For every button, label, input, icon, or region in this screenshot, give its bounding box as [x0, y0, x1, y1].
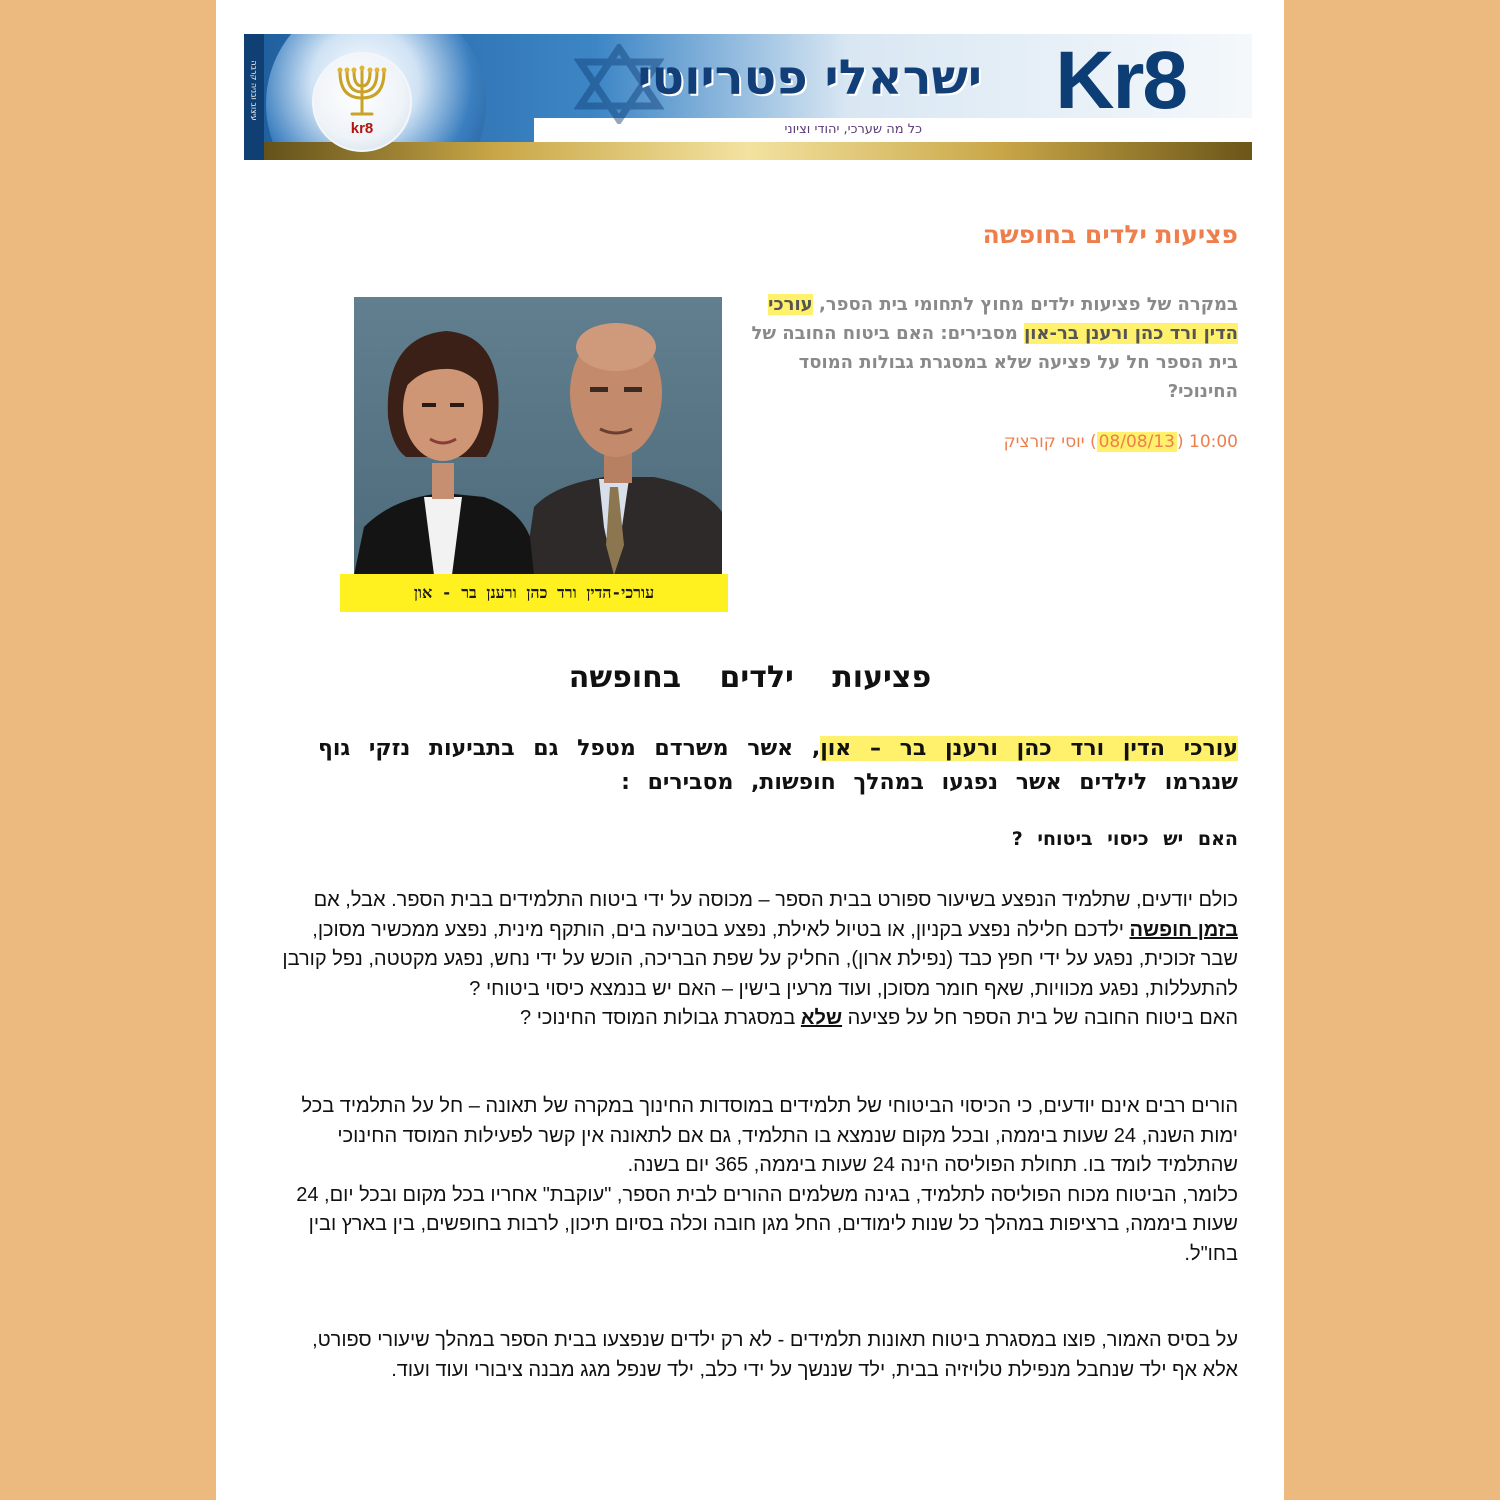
meta-time: 10:00 — [1189, 432, 1238, 452]
logo-text: kr8 — [350, 120, 374, 137]
scanned-page — [216, 0, 1284, 1500]
body-intro — [318, 732, 1238, 800]
paragraph-4 — [278, 1326, 1238, 1385]
photo-illustration — [354, 297, 722, 575]
p1-underline: בזמן חופשה — [1129, 918, 1238, 941]
lead-text-1: במקרה של פציעות ילדים מחוץ לתחומי בית הספר, — [818, 294, 1238, 315]
body-heading: פציעות ילדים בחופשה — [568, 660, 932, 695]
lawyers-photo — [354, 297, 722, 575]
site-title-hebrew: ישראלי פטריוטי — [637, 50, 982, 106]
site-banner[interactable] — [244, 34, 1252, 160]
kr8-logo[interactable] — [312, 52, 412, 152]
article-lead — [738, 290, 1238, 406]
p4-text: על בסיס האמור, פוצו במסגרת ביטוח תאונות תלמידים - לא רק ילדים שנפצעו בבית הספר במהלך שיעורי ספורט, אלא אף ילד שנחבל מנפילת טלויזיה בבית, ילד שננשך על ידי כלב, ילד שנפל מגג מבנה ציבורי ועוד ועוד. — [312, 1329, 1238, 1381]
lead-text-2: מסבירים: האם ביטוח החובה של בית הספר חל על פציעה שלא במסגרת גבולות המוסד החינוכי? — [751, 323, 1238, 402]
banner-gold-band — [244, 142, 1252, 160]
banner-side-strip — [244, 34, 264, 160]
p1-text-c: האם ביטוח החובה של בית הספר חל על פציעה — [847, 1007, 1238, 1029]
intro-text: , אשר משרדם מטפל גם בתביעות נזקי גוף שנגרמו לילדים אשר נפגעו במהלך חופשות, מסבירים : — [318, 736, 1238, 795]
p1-text-a: כולם יודעים, שתלמיד הנפצע בשיעור ספורט בבית הספר – מכוסה על ידי ביטוח התלמידים בבית הספר. אבל, אם — [313, 889, 1238, 911]
lead-highlight: עורכי הדין ורד כהן ורענן בר-און — [768, 294, 1238, 344]
p1-underline-2: שלא — [800, 1007, 843, 1029]
body-question: האם יש כיסוי ביטוחי ? — [1011, 828, 1238, 850]
article-title[interactable]: פציעות ילדים בחופשה — [982, 220, 1238, 249]
meta-date: 08/08/13 — [1098, 432, 1175, 452]
p1-text-b: ילדכם חלילה נפצע בקניון, או בטיול לאילת, נפצע בטביעה בים, הותקף מינית, נפצע ממכשיר מסוכן, שבר זכוכית, נפגע על ידי חפץ כבד (נפילת ארון), החליק על שפת הבריכה, הוכש על ידי נחש, נפגע מקטטה, נפל קורבן להתעללות, נפגע מכוויות, שאף חומר מסוכן, ועוד מרעין בישין – האם יש בנמצא כיסוי ביטוחי ? — [282, 918, 1238, 1000]
intro-highlight: עורכי הדין ורד כהן ורענן בר – און — [820, 736, 1238, 761]
paragraph-2 — [278, 1092, 1238, 1269]
photo-caption: עורכי-הדין ורד כהן ורענן בר - און — [340, 574, 728, 612]
menorah-icon — [332, 64, 392, 120]
p2-text: הורים רבים אינם יודעים, כי הכיסוי הביטוחי של תלמידים במוסדות החינוך במקרה של תאונה – חל על התלמיד בכל ימות השנה, 24 שעות ביממה, ובכל מקום שנמצא בו התלמיד, גם אם לתאונה אין קשר לפעילות המוסד החינוכי שהתלמיד לומד בו. תחולת הפוליסה הינה 24 שעות ביממה, 365 יום בשנה. — [301, 1095, 1238, 1176]
paragraph-1 — [278, 886, 1238, 1034]
p3-text: כלומר, הביטוח מכוח הפוליסה לתלמיד, בגינה משלמים ההורים לבית הספר, "עוקבת" אחריו בכל מקום ובכל יום, 24 שעות ביממה, ברציפות במהלך כל שנות לימודים, החל מגן חובה וכלה בסיום תיכון, לרבות בחופשים, בין בארץ ובין בחו"ל. — [296, 1183, 1238, 1265]
p1-text-d: במסגרת גבולות המוסד החינוכי ? — [520, 1007, 796, 1029]
banner-side-text: עיצוב ובניה קרבה — [249, 60, 259, 121]
article-meta: 10:00 (08/08/13) יוסי קורציק — [1003, 432, 1238, 452]
site-tagline: כל מה שערכי, יהודי וציוני — [784, 122, 922, 137]
meta-author[interactable]: יוסי קורציק — [1003, 432, 1085, 452]
site-title-kr8: Kr8 — [1055, 35, 1186, 126]
